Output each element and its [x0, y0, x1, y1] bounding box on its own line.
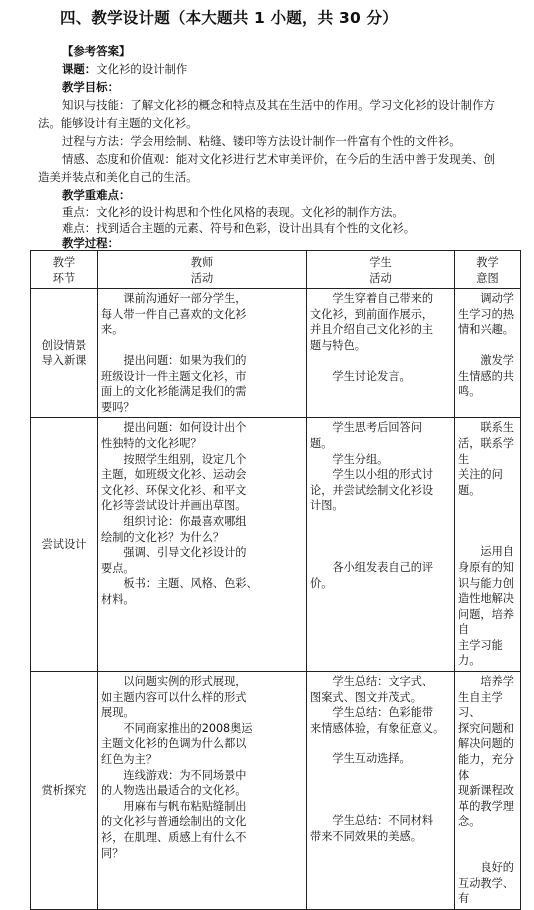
header-cell-student	[307, 251, 455, 289]
cell-line: 问题，培养自	[458, 607, 514, 637]
stage-text: 尝试设计	[41, 537, 87, 551]
cell-line: 关注的问题。	[458, 468, 503, 497]
header-cell-intent	[455, 251, 521, 289]
cell-line: 的文化衫与普通绘制出的文化	[101, 815, 247, 829]
cell-line: 面上的文化衫能满足我们的需	[101, 385, 247, 399]
header-text: 活动	[190, 271, 214, 285]
cell-line: 学生总结：不同材料	[332, 814, 434, 828]
process-label: 教学过程：	[62, 236, 119, 250]
cell-line: 绘制的文化衫？为什么？	[101, 530, 225, 544]
teacher-cell	[98, 672, 307, 910]
cell-line: 化衫等尝试设计并画出草图。	[101, 499, 247, 513]
goal-line: 造美并装点和美化自己的生活。	[38, 170, 198, 184]
header-text: 学生	[369, 256, 392, 269]
cell-line: 念。	[458, 815, 481, 829]
student-cell	[307, 289, 455, 418]
cell-line: 学生思考后回答问	[332, 421, 422, 435]
cell-line: 主题文化衫的色调为什么都以	[101, 737, 247, 751]
cell-line: 学生总结：色彩能带	[332, 706, 434, 720]
cell-line: 板书：主题、风格、色彩、	[123, 577, 258, 591]
teacher-cell	[98, 418, 307, 672]
goal-line: 过程与方法：学会用绘制、粘缝、镂印等方法设计制作一件富有个性的文件衫。	[62, 134, 461, 148]
teacher-cell	[98, 289, 307, 418]
topic-value: 文化衫的设计制作	[96, 62, 188, 76]
cell-line: 班级设计一件主题文化衫，市	[101, 369, 247, 383]
stage-text: 创设情景	[41, 338, 87, 352]
cell-line: 主学习能力。	[458, 638, 503, 668]
cell-line: 论，并尝试绘制文化衫设	[310, 483, 434, 497]
cell-line: 连线游戏：为不同场景中	[123, 768, 247, 782]
table-row	[31, 289, 521, 418]
cell-line: 的人物选出最适合的文化衫。	[101, 784, 247, 798]
cell-line: 来情感体验，有象征意义。	[310, 721, 445, 735]
stage-cell	[31, 672, 98, 910]
cell-line: 文化衫、环保文化衫、和平文	[101, 483, 247, 497]
cell-line: 图案式、图文并茂式。	[310, 690, 422, 704]
topic-label: 课题：	[62, 62, 97, 76]
cell-line: 来。	[101, 323, 124, 337]
cell-line: 材料。	[101, 592, 135, 606]
cell-line: 并且介绍自己文化衫的主	[310, 323, 434, 337]
intent-cell	[455, 672, 521, 910]
cell-line: 鸣。	[458, 385, 481, 399]
cell-line: 题。	[310, 436, 333, 450]
goals-label: 教学目标：	[62, 80, 119, 94]
cell-line: 用麻布与帆布粘贴缝制出	[123, 799, 247, 813]
cell-line: 如主题内容可以什么样的形式	[101, 690, 247, 704]
cell-line: 主题，如班级文化衫、运动会	[101, 468, 247, 482]
cell-line: 提出问题：如何设计出个	[123, 421, 247, 435]
goal-line: 情感、态度和价值观：能对文化衫进行艺术审美评价，在今后的生活中善于发现美、创	[62, 152, 495, 166]
stage-cell	[31, 289, 98, 418]
cell-line: 要吗？	[101, 400, 135, 414]
cell-line: 展现。	[101, 706, 135, 720]
table-row	[31, 418, 521, 672]
cell-line: 组织讨论：你最喜欢哪组	[123, 514, 247, 528]
answer-label: 【参考答案】	[62, 44, 131, 58]
stage-text: 导入新课	[41, 354, 87, 368]
cell-line: 识与能力创	[458, 576, 514, 590]
cell-line: 活，联系学生	[458, 436, 514, 466]
cell-line: 生自主学习、	[458, 690, 503, 720]
student-cell	[307, 418, 455, 672]
cell-line: 激发学	[480, 353, 514, 367]
header-text: 意图	[476, 271, 499, 285]
cell-line: 提出问题：如果为我们的	[123, 353, 247, 367]
cell-line: 能力，充分体	[458, 753, 514, 782]
header-text: 教学	[52, 256, 76, 269]
section-title: 四、教学设计题（本大题共 1 小题，共 30 分）	[60, 9, 398, 27]
cell-line: 良好的	[480, 861, 514, 874]
cell-line: 探究问题和	[458, 721, 514, 735]
cell-line: 生情感的共	[458, 369, 514, 383]
intent-cell	[455, 289, 521, 418]
cell-line: 革的教学理	[458, 799, 514, 813]
header-text: 环节	[52, 271, 76, 285]
cell-line: 每人带一件自己喜欢的文化衫	[101, 307, 247, 321]
table-row	[31, 672, 521, 910]
header-text: 教学	[476, 256, 499, 269]
cell-line: 计图。	[310, 499, 344, 513]
cell-line: 学生总结：文字式、	[332, 675, 434, 689]
cell-line: 情和兴趣。	[458, 323, 514, 337]
cell-line: 同？	[101, 846, 124, 860]
keypoint-line: 难点：找到适合主题的元素、符号和色彩，设计出具有个性的文化衫。	[62, 221, 416, 235]
table-header-row	[31, 251, 521, 289]
cell-line: 按照学生组别，设定几个	[123, 452, 247, 466]
cell-line: 各小组发表自己的评	[332, 560, 434, 574]
topic-line	[62, 61, 187, 77]
stage-text: 赏析探究	[41, 783, 87, 797]
student-cell	[307, 672, 455, 910]
cell-line: 运用自	[480, 545, 514, 559]
cell-line: 学生穿着自己带来的	[332, 292, 434, 306]
cell-line: 学生讨论发言。	[332, 369, 411, 383]
cell-line: 生学习的热	[458, 307, 514, 321]
cell-line: 调动学	[480, 292, 514, 306]
cell-line: 身原有的知	[458, 560, 514, 574]
goal-line: 法。能够设计有主题的文化衫。	[38, 116, 198, 130]
header-text: 活动	[369, 271, 392, 285]
cell-line: 互动教学、有	[458, 876, 514, 906]
cell-line: 解决问题的	[458, 737, 514, 751]
cell-line: 培养学	[480, 675, 514, 689]
cell-line: 造性地解决	[458, 592, 514, 606]
cell-line: 课前沟通好一部分学生，	[123, 292, 247, 306]
cell-line: 现新课程改	[458, 784, 514, 798]
header-cell-stage	[31, 251, 98, 289]
cell-line: 强调、引导文化衫设计的	[123, 546, 247, 560]
lesson-process-table	[30, 250, 521, 910]
cell-line: 要点。	[101, 561, 135, 575]
cell-line: 价。	[310, 576, 333, 590]
cell-line: 题与特色。	[310, 338, 366, 352]
cell-line: 学生以小组的形式讨	[332, 468, 434, 482]
goal-line: 知识与技能：了解文化衫的概念和特点及其在生活中的作用。学习文化衫的设计制作方	[62, 98, 495, 112]
keypoint-line: 重点：文化衫的设计构思和个性化风格的表现。文化衫的制作方法。	[62, 205, 404, 219]
header-cell-teacher	[98, 251, 307, 289]
cell-line: 联系生	[480, 421, 514, 435]
cell-line: 带来不同效果的美感。	[310, 829, 422, 843]
cell-line: 不同商家推出的2008奥运	[123, 721, 253, 735]
cell-line: 红色为主？	[101, 753, 157, 767]
intent-cell	[455, 418, 521, 672]
stage-cell	[31, 418, 98, 672]
cell-line: 文化衫，到前面作展示，	[310, 307, 434, 321]
cell-line: 以问题实例的形式展现，	[123, 675, 247, 689]
cell-line: 性独特的文化衫呢？	[101, 436, 202, 450]
cell-line: 学生分组。	[332, 452, 389, 466]
cell-line: 衫，在肌理、质感上有什么不	[101, 831, 247, 844]
keypoints-label: 教学重难点：	[62, 188, 131, 202]
header-text: 教师	[190, 256, 214, 269]
cell-line: 学生互动选择。	[332, 752, 411, 766]
